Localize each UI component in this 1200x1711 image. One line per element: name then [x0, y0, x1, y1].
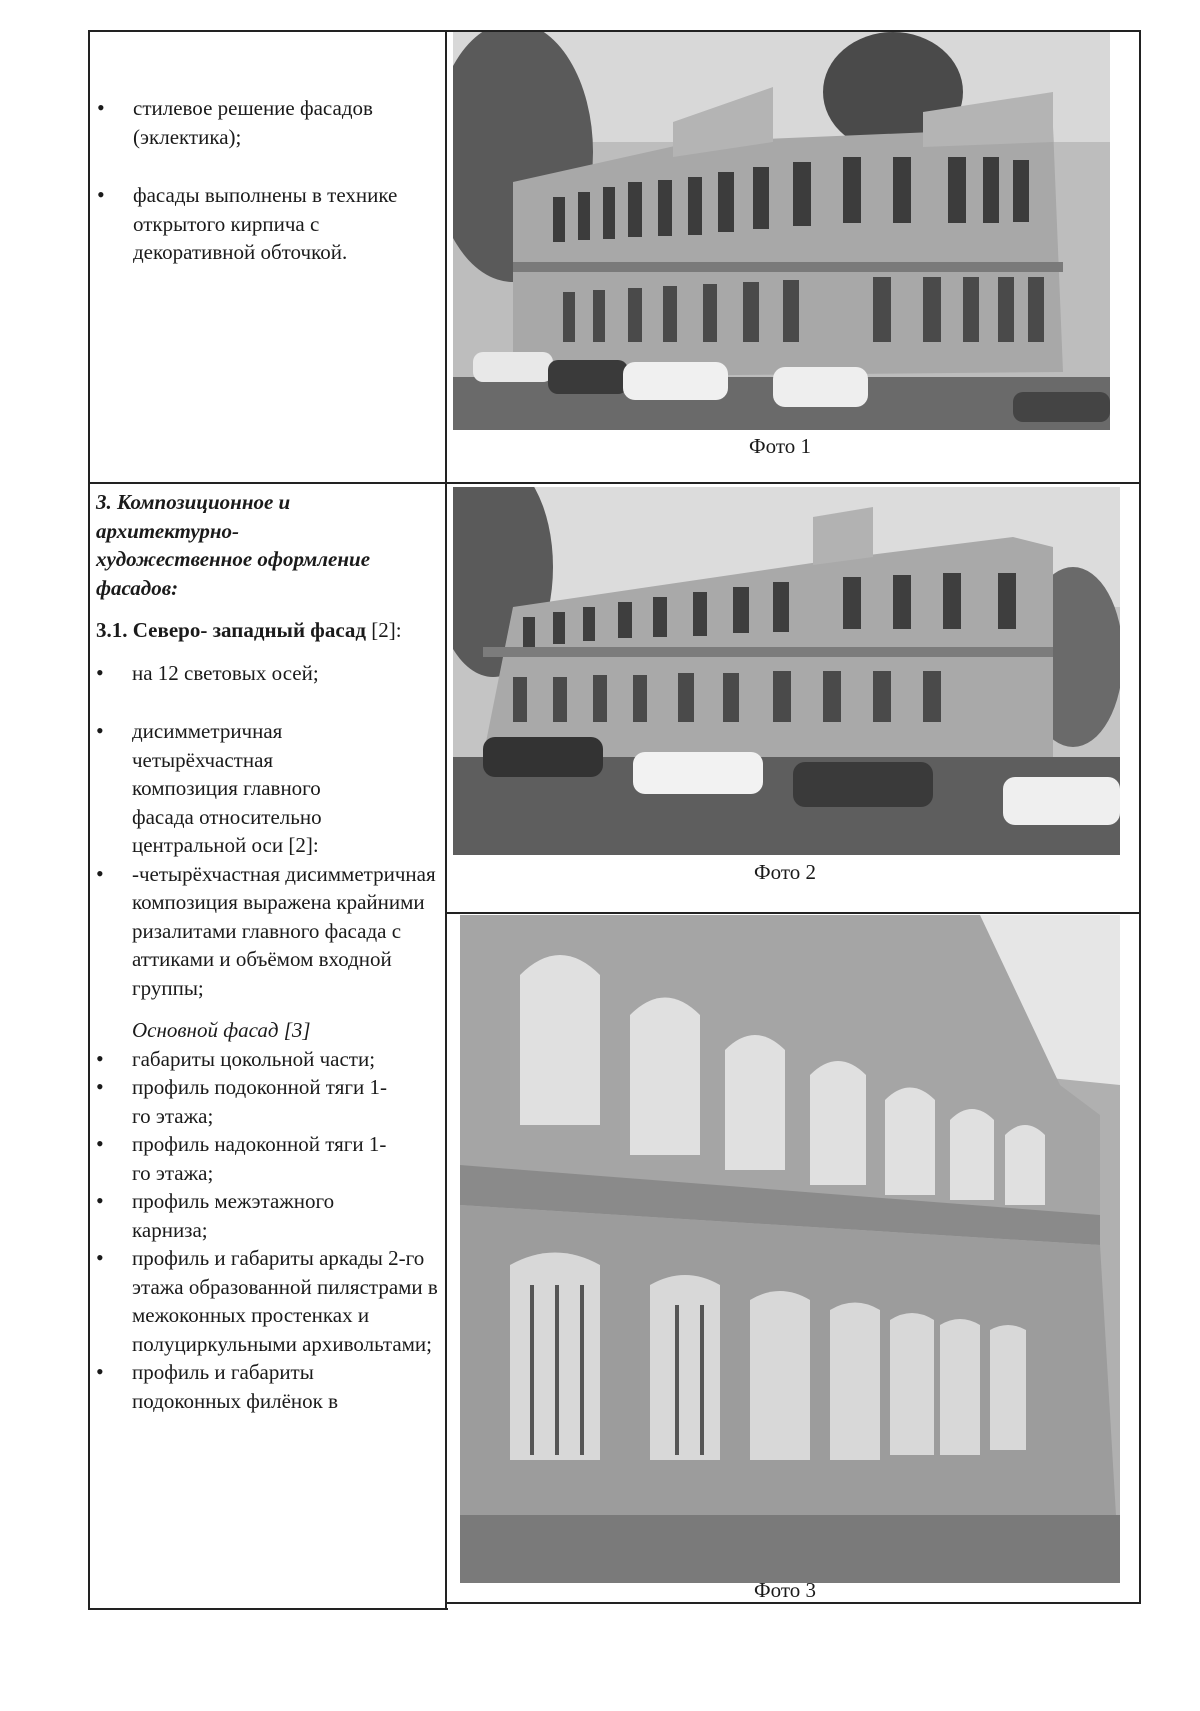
list-item: • профиль и габариты подоконных филёнок в: [92, 1358, 441, 1415]
list-item: • профиль подоконной тяги 1-го этажа;: [92, 1073, 441, 1130]
facade-label: Основной фасад [3]: [132, 1018, 311, 1042]
cell-1-text: [93, 94, 438, 267]
subsection-heading: [96, 616, 441, 645]
list-item: • профиль надоконной тяги 1-го этажа;: [92, 1130, 441, 1187]
list-item: • -четырёхчастная дисимметричная композиция выражена крайними ризалитами главного фасада с аттиками и объёмом входной группы;: [92, 860, 441, 1003]
table-border-bottom: [88, 1608, 448, 1610]
list-item: • стилевое решение фасадов (эклектика);: [93, 94, 438, 151]
list-item: • профиль межэтажного карниза;: [92, 1187, 441, 1244]
subsection-title: 3.1. Северо- западный фасад: [96, 618, 367, 642]
list-item: • дисимметричная четырёхчастная композиция главного фасада относительно центральной оси [2]:: [92, 717, 441, 860]
cell-2-bullet-list-b: [92, 1045, 441, 1416]
cell-2-bullet-list-a: [92, 659, 441, 1003]
list-item: • габариты цокольной части;: [92, 1045, 441, 1074]
subsection-reference: [2]:: [371, 618, 402, 642]
table-border-right: [1139, 30, 1141, 1602]
table-photo-divider: [446, 912, 1141, 914]
cell-1-bullet-list: [93, 94, 438, 267]
table-row-divider: [88, 482, 1141, 484]
table-column-divider: [445, 30, 447, 1610]
photo-1: [453, 32, 1110, 430]
cell-2-text: [96, 488, 441, 1415]
list-item: • на 12 световых осей;: [92, 659, 441, 688]
photo-3: [460, 915, 1120, 1583]
list-item: • профиль и габариты аркады 2-го этажа образованной пилястрами в межоконных простенках и полуциркульными архивольтами;: [92, 1244, 441, 1358]
section-heading: 3. Композиционное и архитектурно-художественное оформление фасадов:: [96, 490, 371, 600]
photo-2: [453, 487, 1120, 855]
photo-1-caption: Фото 1: [749, 434, 811, 458]
photo-2-caption: Фото 2: [754, 860, 816, 884]
table-border-left: [88, 30, 90, 1610]
photo-3-caption: Фото 3: [754, 1578, 816, 1602]
list-item: • фасады выполнены в технике открытого кирпича с декоративной обточкой.: [93, 181, 438, 267]
